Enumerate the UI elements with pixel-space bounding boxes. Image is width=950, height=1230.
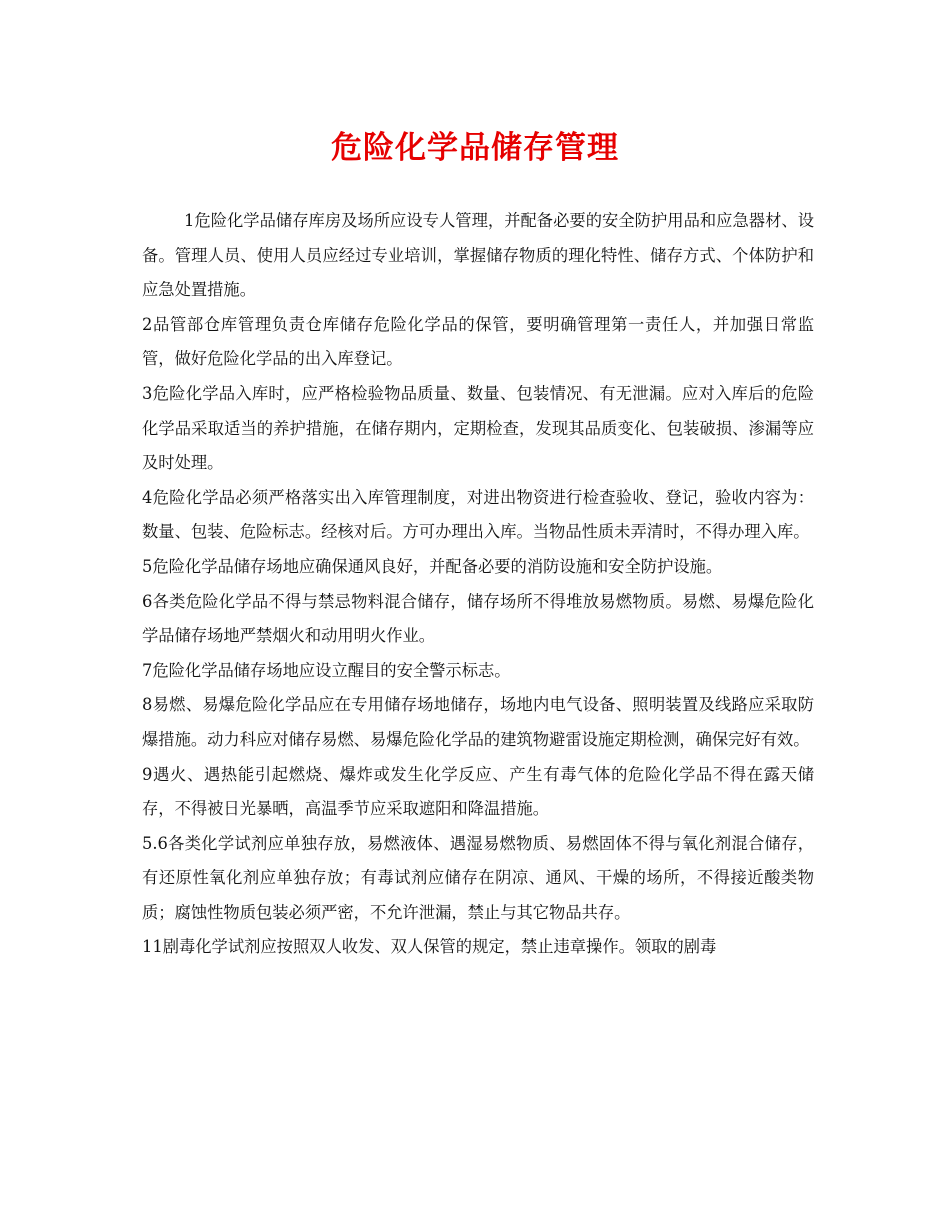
paragraph-8: 8易燃、易爆危险化学品应在专用储存场地储存，场地内电气设备、照明装置及线路应采取防爆措施。动力科应对储存易燃、易爆危险化学品的建筑物避雷设施定期检测，确保完好有效。 xyxy=(142,695,814,749)
paragraph-3: 3危险化学品入库时，应严格检验物品质量、数量、包装情况、有无泄漏。应对入库后的危险化学品采取适当的养护措施，在储存期内，定期检查，发现其品质变化、包装破损、渗漏等应及时处理。 xyxy=(142,383,814,473)
paragraph-1: 1危险化学品储存库房及场所应设专人管理，并配备必要的安全防护用品和应急器材、设备。管理人员、使用人员应经过专业培训，掌握储存物质的理化特性、储存方式、个体防护和应急处置措施。 xyxy=(142,211,814,300)
paragraph-5: 5危险化学品储存场地应确保通风良好，并配备必要的消防设施和安全防护设施。 xyxy=(142,556,723,576)
paragraph-2: 2品管部仓库管理负责仓库储存危险化学品的保管，要明确管理第一责任人，并加强日常监管，做好危险化学品的出入库登记。 xyxy=(142,314,814,369)
paragraph-4: 4危险化学品必须严格落实出入库管理制度，对进出物资进行检查验收、登记，验收内容为：数量、包装、危险标志。经核对后。方可办理出入库。当物品性质未弄清时，不得办理入库。 xyxy=(142,487,814,542)
paragraph-11: 11剧毒化学试剂应按照双人收发、双人保管的规定，禁止违章操作。领取的剧毒 xyxy=(142,937,717,957)
paragraph-6: 6各类危险化学品不得与禁忌物料混合储存，储存场所不得堆放易燃物质。易燃、易爆危险化学品储存场地严禁烟火和动用明火作业。 xyxy=(142,591,814,646)
document-body xyxy=(142,204,814,965)
document-title: 危险化学品储存管理 xyxy=(331,130,619,166)
paragraph-10: 5.6各类化学试剂应单独存放，易燃液体、遇湿易燃物质、易燃固体不得与氧化剂混合储存，有还原性氧化剂应单独存放；有毒试剂应储存在阴凉、通风、干燥的场所，不得接近酸类物质；腐蚀性物质包装必须严密，不允许泄漏，禁止与其它物品共存。 xyxy=(142,833,814,922)
paragraph-9: 9遇火、遇热能引起燃烧、爆炸或发生化学反应、产生有毒气体的危险化学品不得在露天储存，不得被日光暴晒，高温季节应采取遮阳和降温措施。 xyxy=(142,764,814,819)
paragraph-7: 7危险化学品储存场地应设立醒目的安全警示标志。 xyxy=(142,660,511,680)
